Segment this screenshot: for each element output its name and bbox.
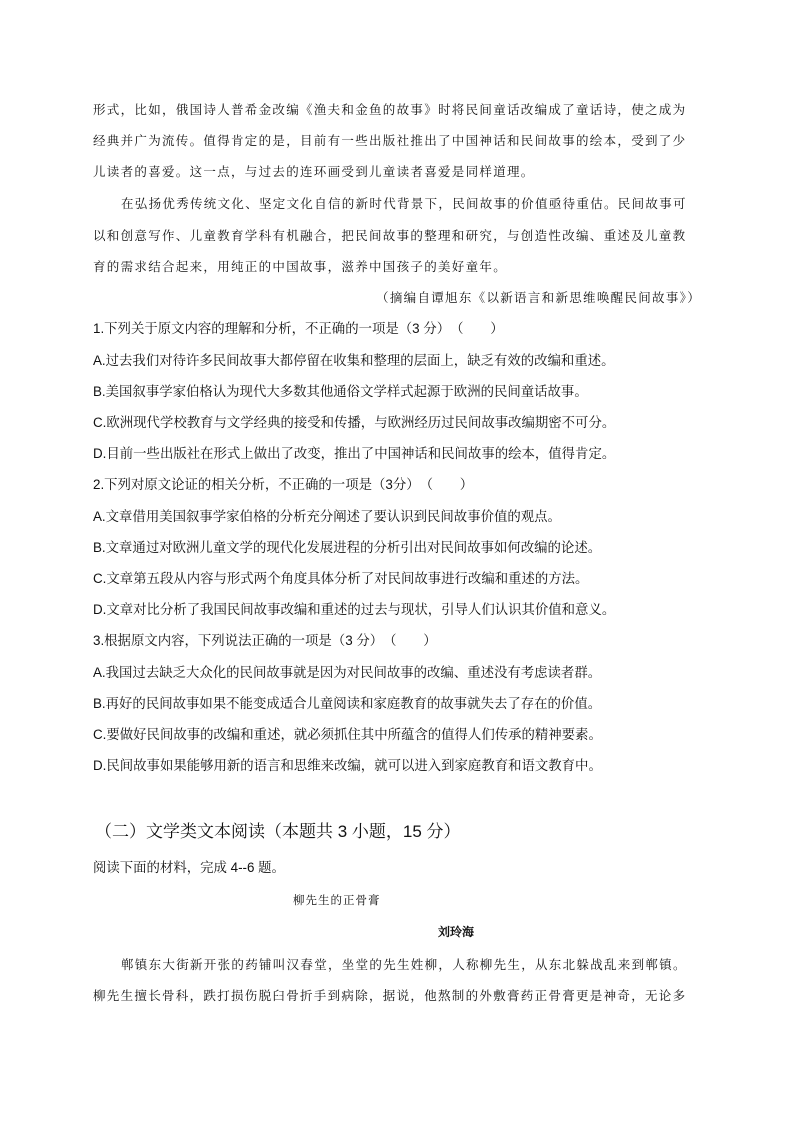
question-option: B.再好的民间故事如果不能变成适合儿童阅读和家庭教育的故事就失去了存在的价值。 (93, 696, 602, 711)
passage-line: 育的需求结合起来，用纯正的中国故事，滋养中国孩子的美好童年。 (93, 259, 508, 274)
section-heading: （二）文学类文本阅读（本题共 3 小题，15 分） (95, 822, 461, 841)
question-option: D.民间故事如果能够用新的语言和思维来改编，就可以进入到家庭教育和语文教育中。 (93, 758, 602, 773)
passage-line: 以和创意写作、儿童教育学科有机融合，把民间故事的整理和研究，与创造性改编、重述及儿童教 (93, 228, 687, 243)
passage-line: 儿读者的喜爱。这一点，与过去的连环画受到儿童读者喜爱是同样道理。 (93, 164, 535, 179)
question-option: C.文章第五段从内容与形式两个角度具体分析了对民间故事进行改编和重述的方法。 (93, 571, 589, 586)
question-option: C.要做好民间故事的改编和重述，就必须抓住其中所蕴含的值得人们传承的精神要素。 (93, 727, 602, 742)
question-stem: 1.下列关于原文内容的理解和分析，不正确的一项是（3 分） （ ） (93, 321, 504, 336)
passage-line: 经典并广为流传。值得肯定的是，目前有一些出版社推出了中国神话和民间故事的绘本，受到了少 (93, 133, 687, 148)
section-instruction: 阅读下面的材料，完成 4--6 题。 (93, 860, 285, 875)
question-option: D.目前一些出版社在形式上做出了改变，推出了中国神话和民间故事的绘本，值得肯定。 (93, 446, 616, 461)
question-option: A.我国过去缺乏大众化的民间故事就是因为对民间故事的改编、重述没有考虑读者群。 (93, 665, 602, 680)
question-option: A.过去我们对待许多民间故事大都停留在收集和整理的层面上，缺乏有效的改编和重述。 (93, 353, 615, 368)
story-line: 柳先生擅长骨科，跌打损伤脱臼骨折手到病除，据说，他熬制的外敷膏药正骨膏更是神奇，无论多 (93, 988, 687, 1003)
question-option: A.文章借用美国叙事学家伯格的分析充分阐述了要认识到民间故事价值的观点。 (93, 509, 561, 524)
passage-line: 在弘扬优秀传统文化、坚定文化自信的新时代背景下，民间故事的价值亟待重估。民间故事可 (121, 196, 687, 211)
question-option: C.欧洲现代学校教育与文学经典的接受和传播，与欧洲经历过民间故事改编期密不可分。 (93, 415, 616, 430)
question-option: D.文章对比分析了我国民间故事改编和重述的过去与现状，引导人们认识其价值和意义。 (93, 602, 616, 617)
question-stem: 2.下列对原文论证的相关分析，不正确的一项是（3分） （ ） (93, 477, 474, 492)
story-line: 郸镇东大街新开张的药铺叫汉春堂，坐堂的先生姓柳，人称柳先生，从东北躲战乱来到郸镇。 (121, 957, 687, 972)
question-option: B.美国叙事学家伯格认为现代大多数其他通俗文学样式起源于欧洲的民间童话故事。 (93, 384, 588, 399)
passage-line: 形式，比如，俄国诗人普希金改编《渔夫和金鱼的故事》时将民间童话改编成了童话诗，使之成为 (93, 102, 687, 117)
question-option: B.文章通过对欧洲儿童文学的现代化发展进程的分析引出对民间故事如何改编的论述。 (93, 540, 602, 555)
story-author: 刘玲海 (438, 925, 475, 939)
story-title: 柳先生的正骨膏 (293, 893, 381, 907)
passage-source: （摘编自谭旭东《以新语言和新思维唤醒民间故事》） (376, 290, 701, 305)
question-stem: 3.根据原文内容，下列说法正确的一项是（3 分） （ ） (93, 633, 437, 648)
